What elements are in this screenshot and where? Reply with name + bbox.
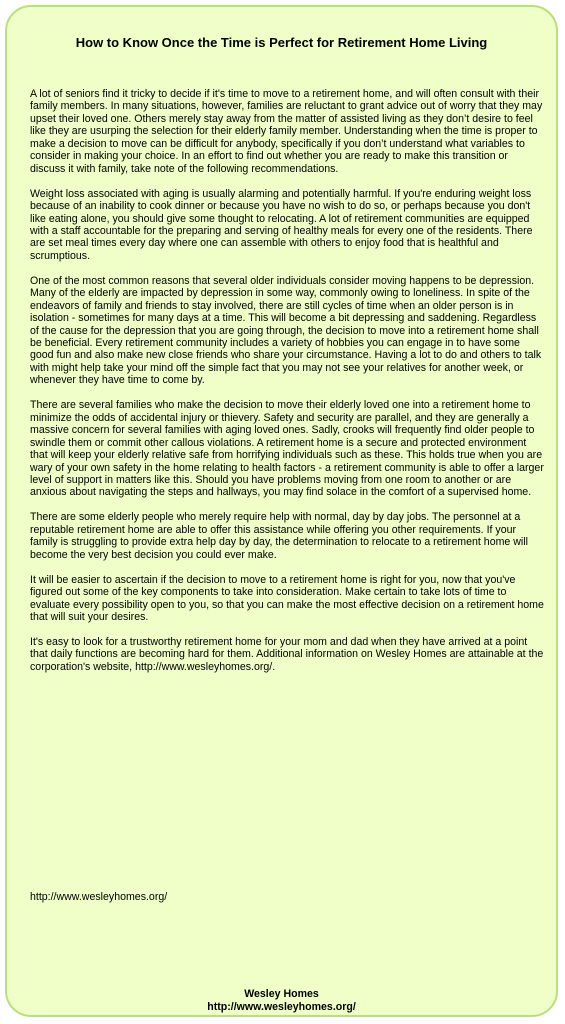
article-paragraph-4: There are several families who make the decision to move their elderly loved one into a retirement home to minimize the odds of accidental injury or thievery. Safety and security are parallel, and they are generally a massive concern for several families with aging loved ones. Sadly, crooks will frequently find older people to swindle them or commit other callous violations. A retirement home is a secure and protected environment that will keep your elderly relative safe from horrifying individuals such as these. This holds true when you are wary of your own safety in the home relating to health factors - a retirement community is able to offer a larger level of support in matters like this. Should you have problems moving from one room to another or are anxious about navigating the steps and hallways, you may find solace in the comfort of a supervised home. [30, 399, 544, 499]
article-paragraph-3: One of the most common reasons that several older individuals consider moving happens to be depression. Many of the elderly are impacted by depression in some way, commonly owing to loneliness. In spite of the endeavors of family and friends to stay involved, there are still cycles of time when an older person is in isolation - sometimes for many days at a time. This will become a bit depressing and saddening. Regardless of the cause for the depression that you are going through, the decision to move into a retirement home shall be beneficial. Every retirement community includes a variety of hobbies you can engage in to have some good fun and also make new close friends who share your circumstance. Having a lot to do and others to talk with might help take your mind off the simple fact that you may not see your relatives for another week, or whenever they have time to come by. [30, 274, 542, 387]
article-paragraph-7: It's easy to look for a trustworthy retirement home for your mom and dad when they have arrived at a point that daily functions are becoming hard for them. Additional information on Wesley Homes are attainable at the corporation's website, http://www.wesleyhomes.org/. [30, 635, 544, 673]
article-body [30, 88, 544, 686]
footer-company-name: Wesley Homes [244, 988, 319, 1000]
article-panel [5, 5, 558, 1017]
article-paragraph-1: A lot of seniors find it tricky to decide if it's time to move to a retirement home, and will often consult with their family members. In many situations, however, families are reluctant to grant advice out of worry that they may upset their loved one. Others merely stay away from the matter of assisted living as they don’t desire to feel like they are usurping the selection for their elderly family member. Understanding when the time is proper to make a decision to move can be difficult for anybody, specifically if you don’t understand what variables to consider in making your choice. In an effort to find out whether you are ready to make this transition or discuss it with family, take note of the following recommendations. [30, 88, 543, 175]
article-paragraph-5: There are some elderly people who merely require help with normal, day by day jobs. The personnel at a reputable retirement home are able to offer this assistance while offering you other requirements. If your family is struggling to provide extra help day by day, the determination to relocate to a retirement home will become the very best decision you could ever make. [30, 511, 528, 561]
footer [7, 988, 556, 1013]
article-title: How to Know Once the Time is Perfect for Retirement Home Living [75, 35, 488, 50]
article-paragraph-6: It will be easier to ascertain if the decision to move to a retirement home is right for you, now that you've figured out some of the key components to take into consideration. Make certain to take lots of time to evaluate every possibility open to you, so that you can make the most effective decision on a retirement home that will suit your desires. [30, 573, 544, 623]
website-link[interactable]: http://www.wesleyhomes.org/ [30, 891, 168, 903]
footer-website-link[interactable]: http://www.wesleyhomes.org/ [207, 1000, 356, 1013]
article-paragraph-2: Weight loss associated with aging is usually alarming and potentially harmful. If you're enduring weight loss because of an inability to cook dinner or because you have no wish to do so, or perhaps because you don't like eating alone, you should give some thought to relocating. A lot of retirement communities are equipped with a staff accountable for the preparing and serving of healthy meals for every one of the residents. There are set meal times every day where one can assemble with others to enjoy food that is healthful and scrumptious. [30, 187, 533, 262]
